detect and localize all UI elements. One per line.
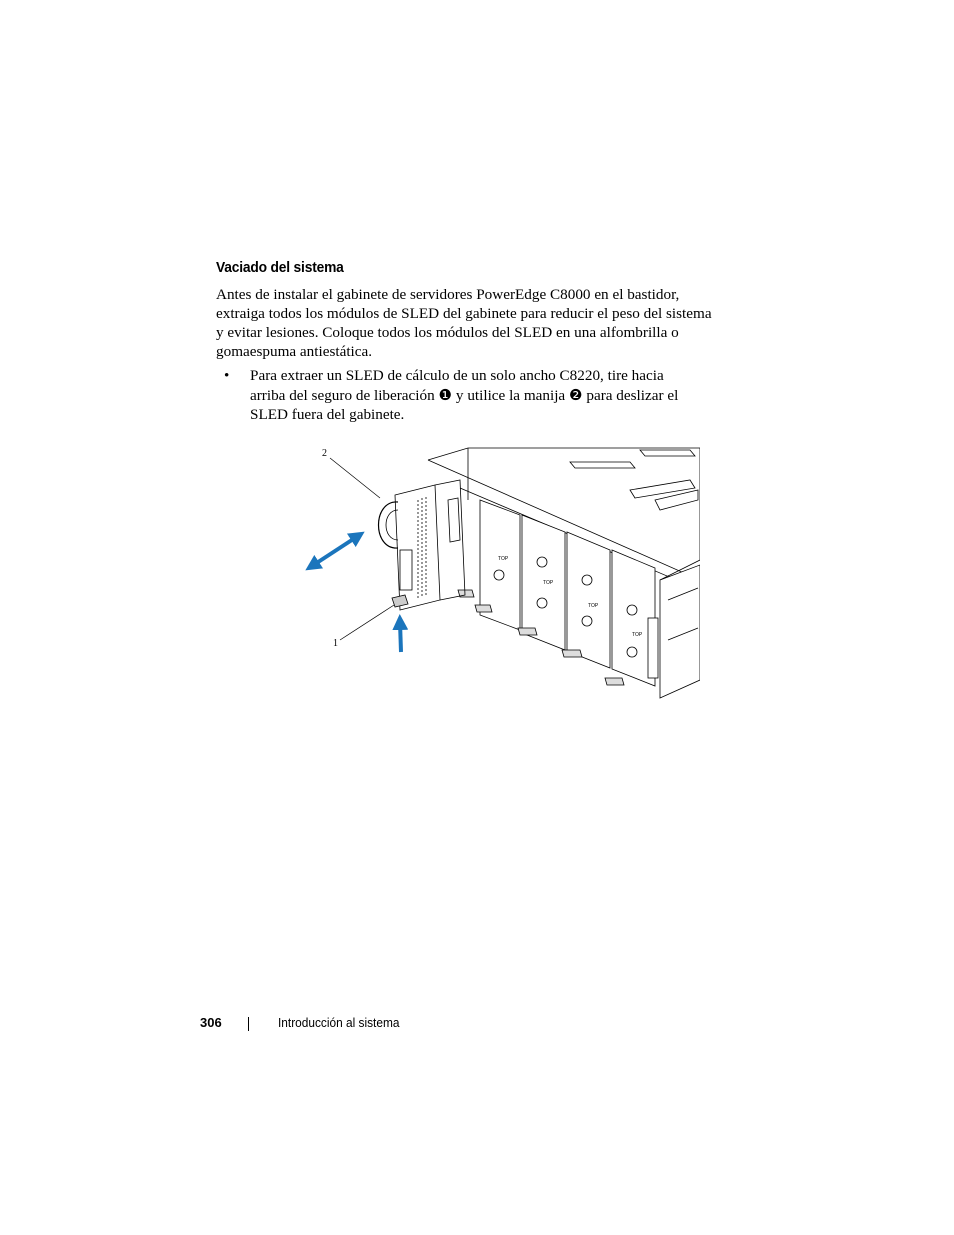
callout-1-label: 1 (333, 638, 338, 649)
page-number: 306 (200, 1015, 222, 1030)
top-label-4: TOP (632, 632, 643, 638)
top-label-3: TOP (588, 603, 599, 609)
lift-up-arrow (400, 622, 401, 652)
bullet-marker: • (224, 367, 230, 384)
bullet-text-part2: y utilice la manija (452, 386, 569, 404)
footer-chapter-title: Introducción al sistema (278, 1016, 400, 1030)
section-heading: Vaciado del sistema (216, 259, 344, 276)
sled-body (395, 485, 440, 610)
intro-paragraph: Antes de instalar el gabinete de servidores PowerEdge C8000 en el bastidor, extraiga todos los módulos de SLED del gabinete para reducir el peso del sistema y evitar lesiones. Coloque todos los módulos del SLED en una alfombrilla o gomaespuma antiestática. (216, 286, 712, 360)
callout-1-leader (340, 605, 394, 640)
drive-bay-3 (567, 532, 610, 668)
bullet-text (250, 366, 700, 425)
sled-handle (379, 502, 399, 548)
bullet-text-part1: Para extraer un SLED de cálculo de un solo ancho C8220, tire hacia arriba del seguro de liberación (250, 367, 664, 404)
sled-removal-illustration (300, 440, 700, 710)
callout-2-label: 2 (322, 448, 327, 459)
slide-double-arrow (312, 536, 358, 566)
callout-2-glyph: ❷ (568, 386, 583, 404)
callout-2-leader (330, 458, 380, 498)
bullet-text-part3: para deslizar el SLED fuera del gabinete. (250, 386, 679, 423)
top-label-1: TOP (498, 556, 509, 562)
callout-1-glyph: ❶ (438, 386, 453, 404)
front-control-panel (648, 618, 658, 678)
footer-separator (248, 1017, 249, 1031)
chassis-right-side (660, 565, 700, 698)
top-label-2: TOP (543, 580, 554, 586)
